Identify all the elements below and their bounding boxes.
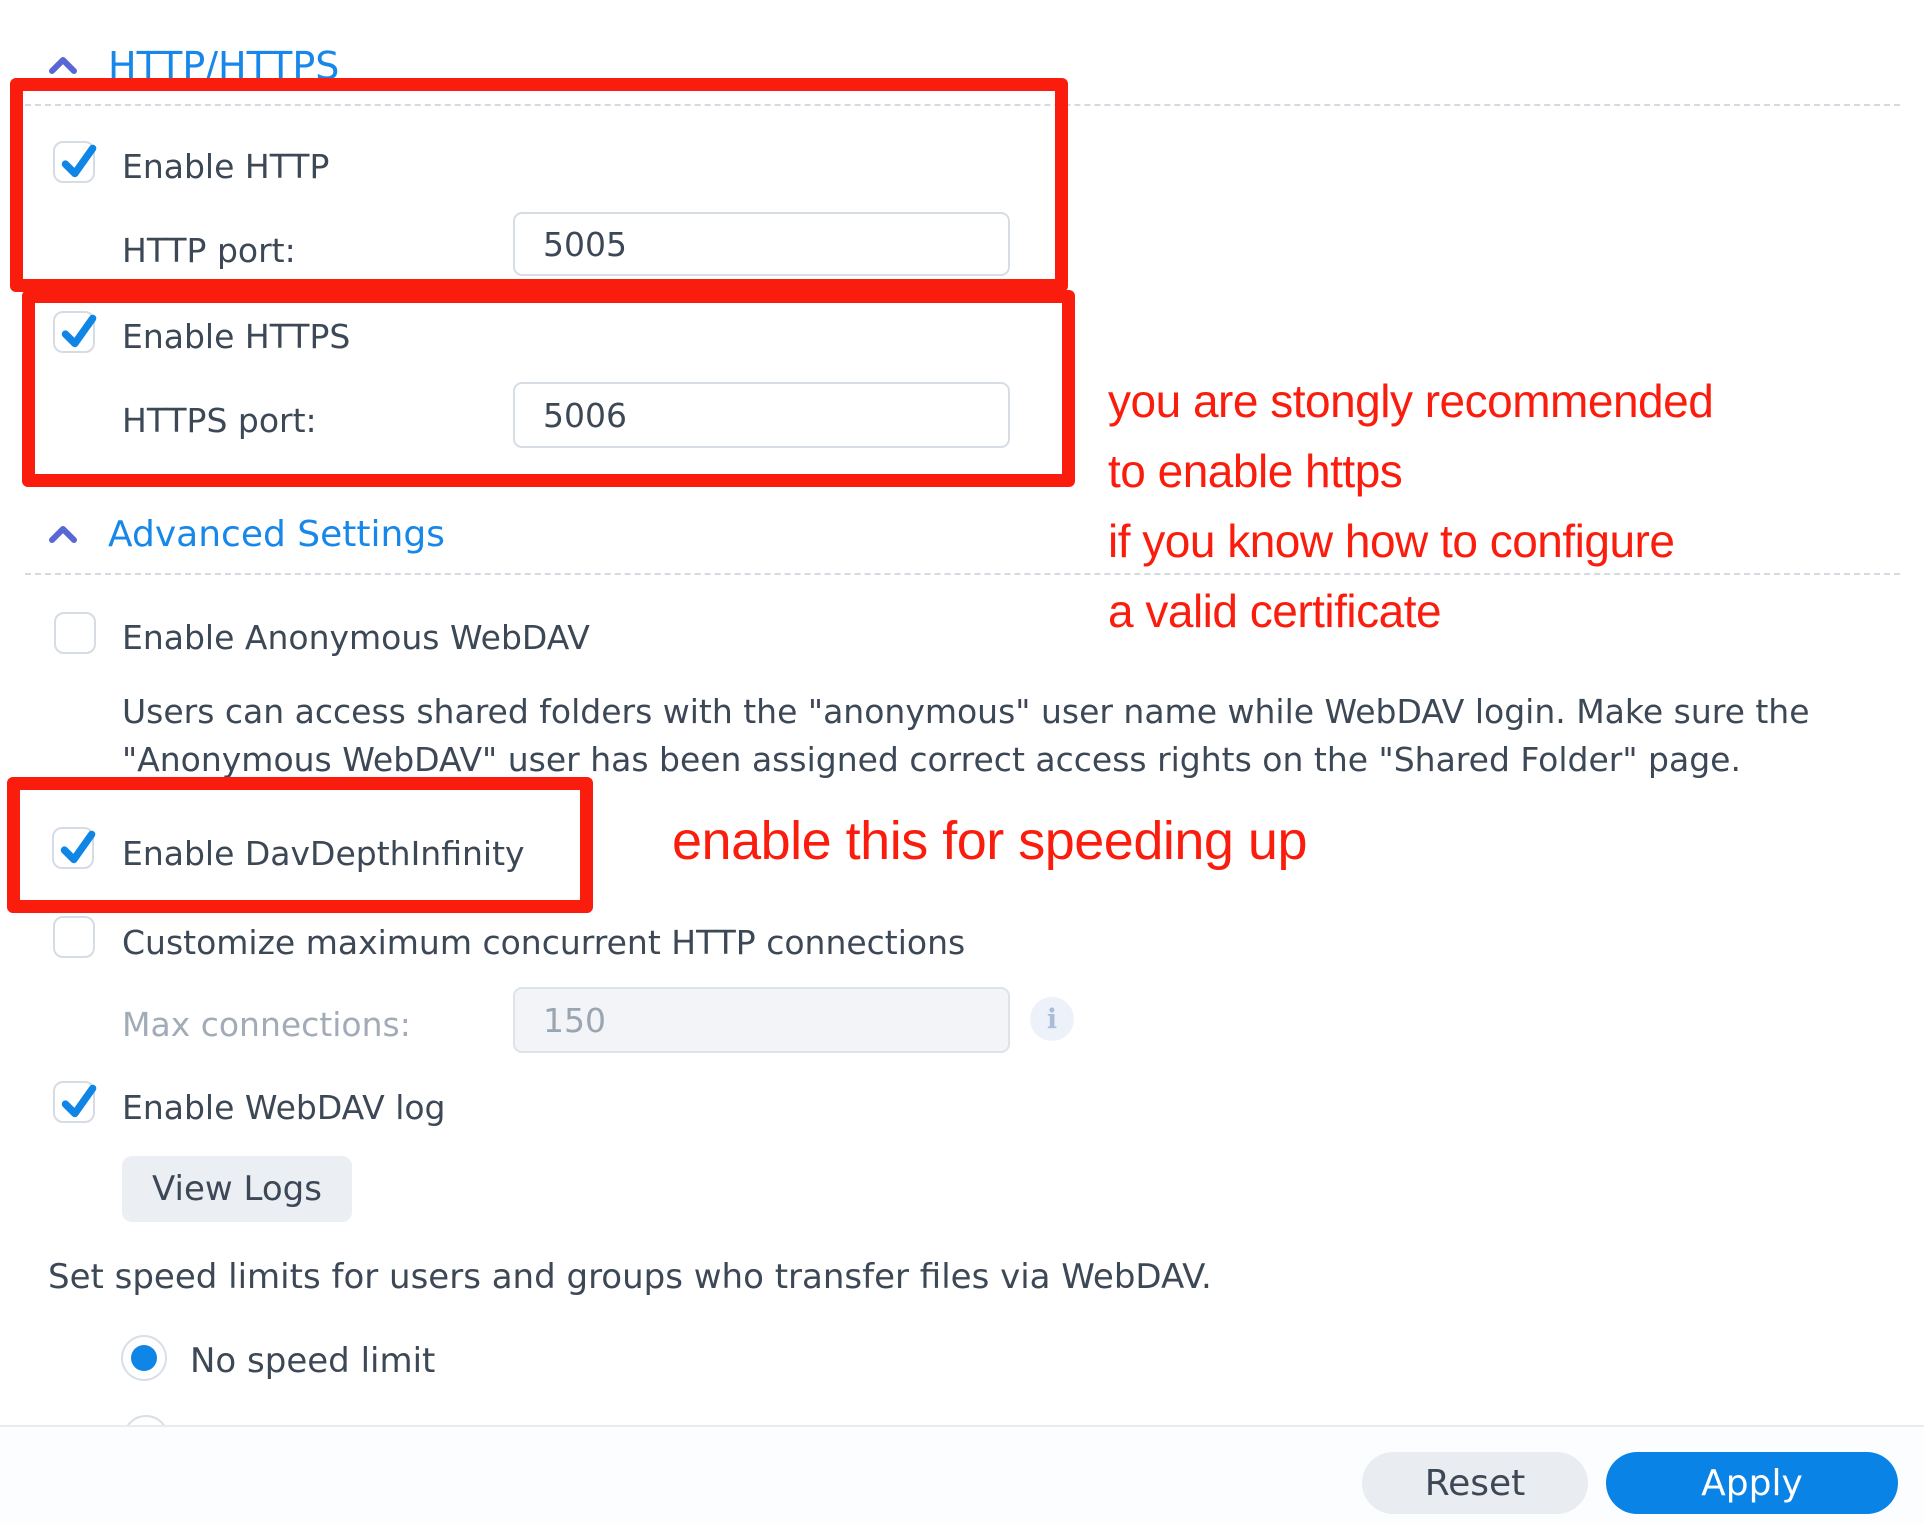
speed-limit-description: Set speed limits for users and groups who transfer files via WebDAV. — [48, 1257, 1212, 1297]
checkmark-icon — [56, 140, 100, 184]
section-title: HTTP/HTTPS — [108, 44, 340, 88]
http-port-label: HTTP port: — [122, 231, 296, 270]
annotation-line: you are stongly recommended — [1108, 375, 1714, 427]
section-header-http-https[interactable] — [48, 44, 339, 88]
anonymous-webdav-description — [122, 688, 1810, 784]
annotation-https-note — [1108, 366, 1713, 646]
info-icon[interactable]: i — [1030, 997, 1074, 1041]
chevron-up-icon — [48, 523, 78, 547]
radio-selected-dot — [131, 1345, 157, 1371]
chevron-up-icon — [48, 54, 78, 78]
checkmark-icon — [55, 826, 99, 870]
section-header-advanced-settings[interactable] — [48, 514, 445, 555]
description-line: Users can access shared folders with the "anonymous" user name while WebDAV login. Make sure the — [122, 692, 1810, 731]
annotation-line: if you know how to configure — [1108, 515, 1675, 567]
enable-https-checkbox[interactable] — [53, 311, 95, 353]
customize-max-connections-label: Customize maximum concurrent HTTP connections — [122, 923, 966, 962]
enable-webdav-log-checkbox[interactable] — [53, 1081, 95, 1123]
https-port-input[interactable] — [513, 382, 1010, 448]
section-divider — [25, 104, 1900, 106]
enable-http-checkbox[interactable] — [53, 141, 95, 183]
description-line: "Anonymous WebDAV" user has been assigned correct access rights on the "Shared Folder" page. — [122, 740, 1741, 779]
footer-action-bar — [0, 1425, 1924, 1524]
enable-webdav-log-label: Enable WebDAV log — [122, 1088, 446, 1127]
reset-button[interactable]: Reset — [1362, 1452, 1588, 1514]
enable-https-label: Enable HTTPS — [122, 317, 351, 356]
enable-davdepthinfinity-checkbox[interactable] — [52, 827, 94, 869]
enable-anonymous-webdav-checkbox[interactable] — [54, 612, 96, 654]
customize-max-connections-checkbox[interactable] — [53, 916, 95, 958]
section-title: Advanced Settings — [108, 514, 445, 555]
annotation-davdepth-note: enable this for speeding up — [672, 811, 1307, 871]
https-port-label: HTTPS port: — [122, 401, 317, 440]
no-speed-limit-label: No speed limit — [190, 1341, 436, 1381]
checkmark-icon — [56, 310, 100, 354]
annotation-line: a valid certificate — [1108, 585, 1442, 637]
enable-anonymous-webdav-label: Enable Anonymous WebDAV — [122, 618, 590, 657]
enable-davdepthinfinity-label: Enable DavDepthInfinity — [122, 834, 525, 873]
max-connections-input[interactable] — [513, 987, 1010, 1053]
max-connections-label: Max connections: — [122, 1005, 411, 1044]
apply-button[interactable]: Apply — [1606, 1452, 1898, 1514]
http-port-input[interactable] — [513, 212, 1010, 276]
enable-http-label: Enable HTTP — [122, 147, 330, 186]
checkmark-icon — [56, 1080, 100, 1124]
annotation-line: to enable https — [1108, 445, 1403, 497]
no-speed-limit-radio[interactable] — [121, 1335, 167, 1381]
view-logs-button[interactable]: View Logs — [122, 1156, 352, 1222]
section-divider — [25, 573, 1900, 575]
